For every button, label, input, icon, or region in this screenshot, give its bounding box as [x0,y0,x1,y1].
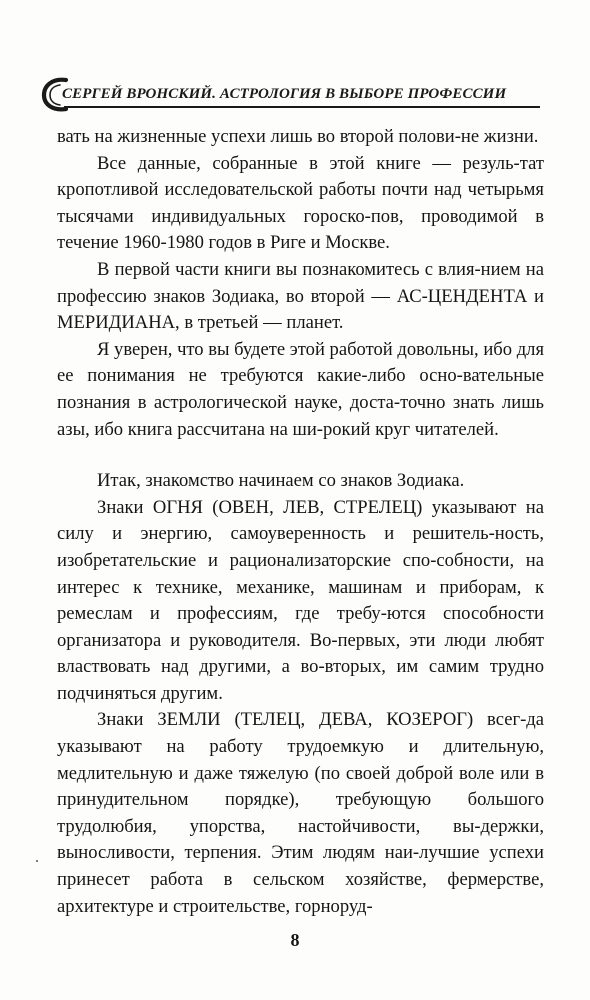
paragraph-continuation: вать на жизненные успехи лишь во второй полови-не жизни. [57,126,539,147]
paragraph: В первой части книги вы познакомитесь с влия-нием на профессию знаков Зодиака, во второй — АС-ЦЕНДЕНТА и МЕРИДИАНА, в третьей — планет. [57,258,544,334]
paragraph: Знаки ОГНЯ (ОВЕН, ЛЕВ, СТРЕЛЕЦ) указывают на силу и энергию, самоуверенность и решитель-ность, изобретательские и рационализаторские спо-собности, на интерес к технике, механике, машинам и приборам, к ремеслам и профессиям, где требу-ются способности организатора и руководителя. Во-первых, эти люди любят властвовать над другими, а во-вторых, им самим трудно подчиняться другим. [57,496,544,704]
paragraph: Все данные, собранные в этой книге — резуль-тат кропотливой исследовательской работы почти над четырьмя тысячами индивидуальных гороско-пов, проводимой в течение 1960-1980 годов в Риге и Москве. [57,152,544,254]
paragraph: Знаки ЗЕМЛИ (ТЕЛЕЦ, ДЕВА, КОЗЕРОГ) всег-да указывают на работу трудоемкую и длительную, медлительную и даже тяжелую (по своей доброй воле или в принудительном порядке), требующую большого трудолюбия, упорства, настойчивости, вы-держки, выносливости, терпения. Этим людям наи-лучшие успехи принесет работа в сельском хозяйстве, фермерстве, архитектуре и строительстве, горноруд- [57,709,544,917]
running-header [40,70,540,120]
header-rule [64,106,540,108]
paragraph: Я уверен, что вы будете этой работой довольны, ибо для ее понимания не требуются какие-либо осно-вательные познания в астрологической науке, доста-точно знать лишь азы, ибо книга рассчитана на ши-рокий круг читателей. [57,338,544,440]
page-number: 8 [290,930,300,950]
header-title: СЕРГЕЙ ВРОНСКИЙ. АСТРОЛОГИЯ В ВЫБОРЕ ПРОФЕССИИ [62,86,507,102]
paragraph: Итак, знакомство начинаем со знаков Зодиака. [97,470,465,492]
body-text [57,124,544,920]
scan-speck [36,860,38,862]
